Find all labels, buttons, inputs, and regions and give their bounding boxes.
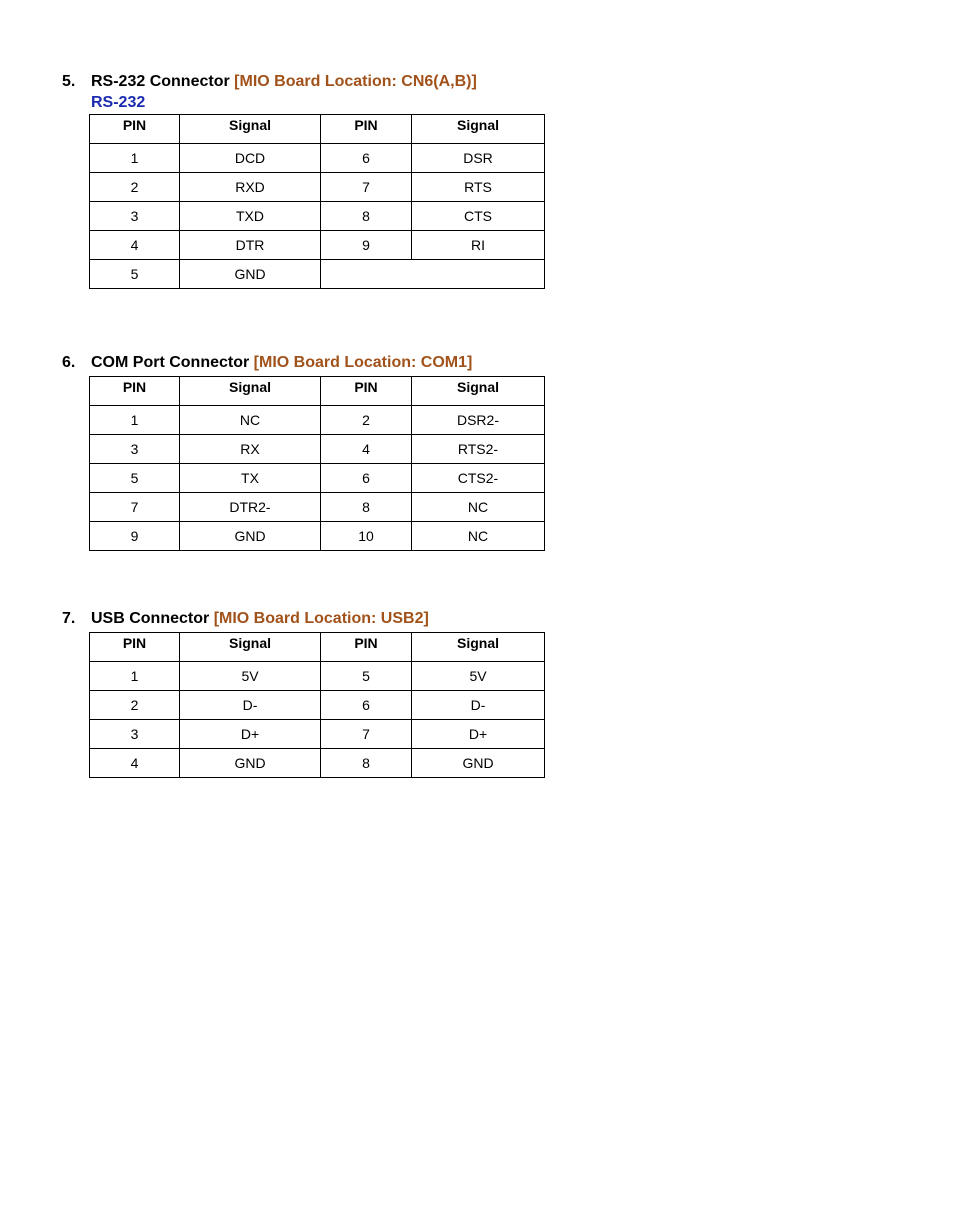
- pin-cell: 8: [321, 493, 412, 522]
- signal-cell: GND: [180, 749, 321, 778]
- pin-cell: 2: [321, 406, 412, 435]
- section-number: 6.: [62, 354, 76, 371]
- pin-cell: 5: [90, 464, 180, 493]
- board-location: [MIO Board Location: CN6(A,B)]: [234, 73, 477, 90]
- header-pin: PIN: [90, 377, 180, 406]
- table-row: [90, 522, 545, 551]
- table-header-row: [90, 115, 545, 144]
- signal-cell: RTS: [412, 173, 545, 202]
- signal-cell: DTR: [180, 231, 321, 260]
- signal-cell: CTS2-: [412, 464, 545, 493]
- signal-cell: RXD: [180, 173, 321, 202]
- table-row: [90, 493, 545, 522]
- table-header-row: [90, 633, 545, 662]
- signal-cell: DSR2-: [412, 406, 545, 435]
- header-pin: PIN: [321, 633, 412, 662]
- section-number: 5.: [62, 73, 76, 90]
- table-row: [90, 749, 545, 778]
- section-heading: [62, 72, 545, 92]
- board-location: [MIO Board Location: USB2]: [213, 610, 429, 627]
- signal-cell: NC: [412, 522, 545, 551]
- pin-table: [89, 632, 545, 778]
- table-row: [90, 231, 545, 260]
- header-pin: PIN: [321, 115, 412, 144]
- section-heading: [62, 609, 545, 629]
- pin-cell: 8: [321, 202, 412, 231]
- pin-cell: 9: [90, 522, 180, 551]
- signal-cell: CTS: [412, 202, 545, 231]
- pin-table: [89, 114, 545, 289]
- section-rs232: [62, 72, 545, 289]
- signal-cell: TX: [180, 464, 321, 493]
- pin-cell: 2: [90, 173, 180, 202]
- signal-cell: 5V: [180, 662, 321, 691]
- signal-cell: GND: [412, 749, 545, 778]
- signal-cell: NC: [180, 406, 321, 435]
- header-signal: Signal: [412, 377, 545, 406]
- pin-cell: 5: [321, 662, 412, 691]
- table-row: [90, 144, 545, 173]
- signal-cell: GND: [180, 260, 321, 289]
- signal-cell: DTR2-: [180, 493, 321, 522]
- section-heading: [62, 353, 545, 373]
- signal-cell: RX: [180, 435, 321, 464]
- signal-cell: NC: [412, 493, 545, 522]
- table-row: [90, 173, 545, 202]
- section-number: 7.: [62, 610, 76, 627]
- pin-cell: 9: [321, 231, 412, 260]
- signal-cell: D-: [180, 691, 321, 720]
- pin-cell: 5: [90, 260, 180, 289]
- signal-cell: DSR: [412, 144, 545, 173]
- signal-cell: RI: [412, 231, 545, 260]
- section-com-port: [62, 353, 545, 551]
- pin-cell: 4: [90, 749, 180, 778]
- signal-cell: TXD: [180, 202, 321, 231]
- table-row: [90, 202, 545, 231]
- pin-cell: 3: [90, 202, 180, 231]
- section-usb: [62, 609, 545, 778]
- pin-cell: 6: [321, 691, 412, 720]
- table-row: [90, 406, 545, 435]
- signal-cell: DCD: [180, 144, 321, 173]
- pin-cell: 6: [321, 144, 412, 173]
- signal-cell: 5V: [412, 662, 545, 691]
- header-signal: Signal: [180, 115, 321, 144]
- empty-merged-cell: [321, 260, 545, 289]
- pin-cell: 1: [90, 662, 180, 691]
- board-location: [MIO Board Location: COM1]: [253, 354, 473, 371]
- pin-cell: 7: [321, 173, 412, 202]
- header-pin: PIN: [90, 115, 180, 144]
- table-row: [90, 435, 545, 464]
- table-row: [90, 662, 545, 691]
- signal-cell: GND: [180, 522, 321, 551]
- header-signal: Signal: [412, 115, 545, 144]
- section-title: RS-232 Connector: [91, 73, 230, 90]
- pin-cell: 4: [90, 231, 180, 260]
- signal-cell: D+: [180, 720, 321, 749]
- table-header-row: [90, 377, 545, 406]
- pin-cell: 7: [321, 720, 412, 749]
- header-signal: Signal: [180, 633, 321, 662]
- table-row: [90, 720, 545, 749]
- pin-cell: 1: [90, 144, 180, 173]
- header-signal: Signal: [180, 377, 321, 406]
- table-row: [90, 464, 545, 493]
- pin-cell: 10: [321, 522, 412, 551]
- section-title: COM Port Connector: [91, 354, 250, 371]
- header-signal: Signal: [412, 633, 545, 662]
- signal-cell: D+: [412, 720, 545, 749]
- pin-cell: 3: [90, 435, 180, 464]
- pin-cell: 4: [321, 435, 412, 464]
- section-subtitle: RS-232: [91, 94, 146, 111]
- signal-cell: RTS2-: [412, 435, 545, 464]
- pin-cell: 1: [90, 406, 180, 435]
- pin-table: [89, 376, 545, 551]
- pin-cell: 7: [90, 493, 180, 522]
- table-row: [90, 260, 545, 289]
- signal-cell: D-: [412, 691, 545, 720]
- section-title: USB Connector: [91, 610, 210, 627]
- pin-cell: 6: [321, 464, 412, 493]
- pin-cell: 8: [321, 749, 412, 778]
- table-row: [90, 691, 545, 720]
- header-pin: PIN: [321, 377, 412, 406]
- pin-cell: 3: [90, 720, 180, 749]
- header-pin: PIN: [90, 633, 180, 662]
- pin-cell: 2: [90, 691, 180, 720]
